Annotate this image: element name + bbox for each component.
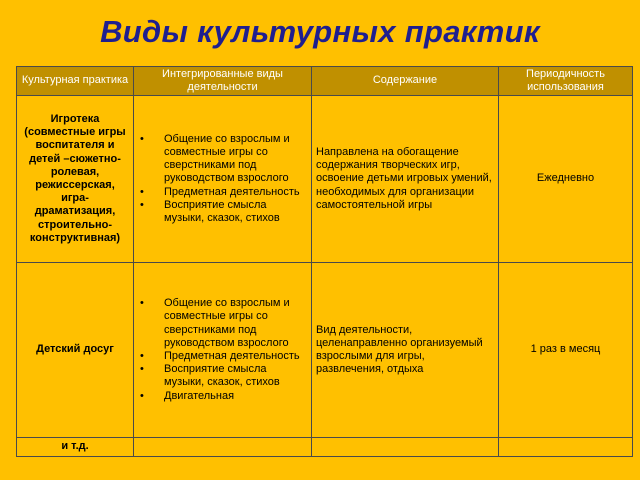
practice-cell: Игротека (совместные игры воспитателя и детей –сюжетно-ролевая, режиссерская, игра-драматизация, строительно-конструктивная) [17, 96, 134, 263]
header-practice: Культурная практика [17, 67, 134, 96]
practice-cell: Детский досуг [17, 263, 134, 438]
header-activities: Интегрированные виды деятельности [134, 67, 312, 96]
table-row [17, 263, 633, 438]
content-cell: Вид деятельности, целенаправленно организуемый взрослыми для игры, развлечения, отдыха [312, 263, 499, 438]
list-item: • Восприятие смысла музыки, сказок, стихов [138, 199, 307, 225]
frequency-cell [499, 438, 633, 457]
activities-cell [134, 96, 312, 263]
content-cell [312, 438, 499, 457]
activities-list [138, 297, 307, 403]
activities-list [138, 133, 307, 225]
table-row [17, 96, 633, 263]
list-item: • Предметная деятельность [138, 350, 307, 363]
frequency-cell: 1 раз в месяц [499, 263, 633, 438]
table-row [17, 438, 633, 457]
content-cell: Направлена на обогащение содержания творческих игр, освоение детьми игровых умений, необходимых для организации самостоятельной игры [312, 96, 499, 263]
frequency-cell: Ежедневно [499, 96, 633, 263]
header-content: Содержание [312, 67, 499, 96]
activities-cell [134, 438, 312, 457]
header-frequency: Периодичность использования [499, 67, 633, 96]
cultural-practices-table [16, 66, 633, 457]
activities-cell [134, 263, 312, 438]
practice-cell: и т.д. [17, 438, 134, 457]
page-title: Виды культурных практик [100, 14, 540, 49]
table-header-row [17, 67, 633, 96]
list-item: • Предметная деятельность [138, 186, 307, 199]
list-item: • Общение со взрослым и совместные игры со сверстниками под руководством взрослого [138, 133, 307, 186]
list-item: • Восприятие смысла музыки, сказок, стихов [138, 363, 307, 389]
list-item: • Общение со взрослым и совместные игры со сверстниками под руководством взрослого [138, 297, 307, 350]
list-item: • Двигательная [138, 390, 307, 403]
